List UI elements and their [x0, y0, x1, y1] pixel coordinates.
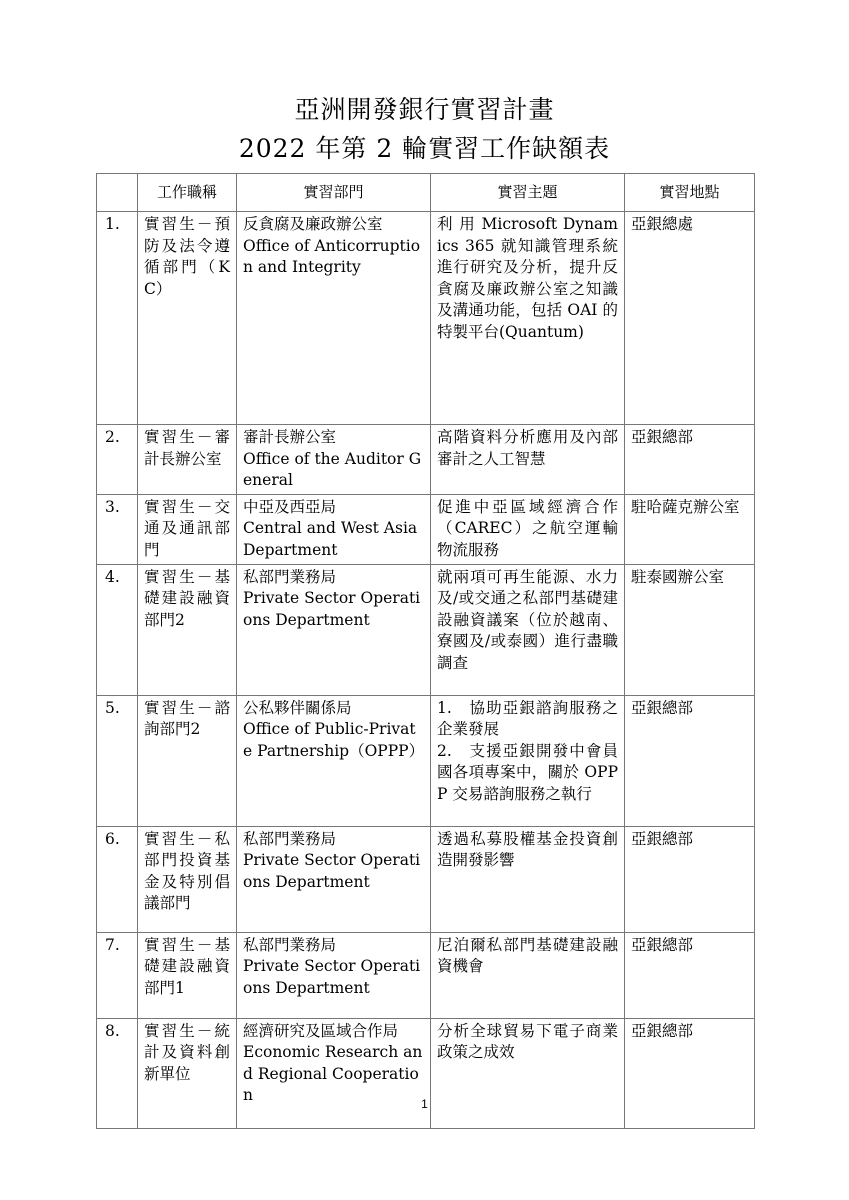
vacancy-table — [96, 173, 755, 1129]
department — [237, 494, 431, 564]
table-row — [97, 826, 755, 932]
department — [237, 932, 431, 1018]
table-row — [97, 1018, 755, 1128]
topic: 分析全球貿易下電子商業政策之成效 — [431, 1018, 625, 1128]
topic: 就兩項可再生能源、水力及/或交通之私部門基礎建設融資議案（位於越南、寮國及/或泰國）進行盡職調查 — [431, 564, 625, 695]
document-subtitle: 2022 年第 2 輪實習工作缺額表 — [238, 134, 611, 163]
table-row — [97, 932, 755, 1018]
department-en: Office of Public-Private Partnership（OPPP） — [243, 720, 425, 760]
job-title: 實習生－交通及通訊部門 — [138, 494, 237, 564]
row-number: 1. — [97, 212, 138, 425]
row-number: 6. — [97, 826, 138, 932]
job-title: 實習生－私部門投資基金及特別倡議部門 — [138, 826, 237, 932]
department-zh: 私部門業務局 — [243, 829, 337, 848]
job-title: 實習生－預防及法令遵循部門（KC） — [138, 212, 237, 425]
location: 亞銀總部 — [625, 932, 755, 1018]
department — [237, 212, 431, 425]
row-number: 4. — [97, 564, 138, 695]
header-topic: 實習主題 — [431, 174, 625, 212]
department-zh: 私部門業務局 — [243, 567, 337, 586]
topic — [431, 695, 625, 826]
header-number — [97, 174, 138, 212]
table-row — [97, 695, 755, 826]
header-location: 實習地點 — [625, 174, 755, 212]
location: 亞銀總部 — [625, 695, 755, 826]
row-number: 5. — [97, 695, 138, 826]
department-zh: 經濟研究及區域合作局 — [243, 1021, 399, 1040]
location: 駐哈薩克辦公室 — [625, 494, 755, 564]
topic: 利 用 Microsoft Dynamics 365 就知識管理系統進行研究及分析，提升反貪腐及廉政辦公室之知識及溝通功能，包括 OAI 的特製平台(Quantum) — [431, 212, 625, 425]
location: 亞銀總部 — [625, 826, 755, 932]
location: 亞銀總部 — [625, 1018, 755, 1128]
topic-item: 1. 協助亞銀諮詢服務之企業發展 — [437, 698, 618, 739]
row-number: 3. — [97, 494, 138, 564]
location: 駐泰國辦公室 — [625, 564, 755, 695]
department-en: Private Sector Operations Department — [243, 589, 421, 629]
table-row — [97, 425, 755, 495]
header-job-title: 工作職稱 — [138, 174, 237, 212]
department-zh: 公私夥伴關係局 — [243, 698, 352, 717]
topic-item: 2. 支援亞銀開發中會員國各項專案中，關於 OPPP 交易諮詢服務之執行 — [437, 741, 618, 803]
job-title: 實習生－基礎建設融資部門1 — [138, 932, 237, 1018]
row-number: 2. — [97, 425, 138, 495]
header-department: 實習部門 — [237, 174, 431, 212]
department-zh: 私部門業務局 — [243, 935, 337, 954]
job-title: 實習生－基礎建設融資部門2 — [138, 564, 237, 695]
row-number: 8. — [97, 1018, 138, 1128]
department — [237, 425, 431, 495]
department — [237, 826, 431, 932]
department-en: Private Sector Operations Department — [243, 851, 421, 891]
department-en: Office of the Auditor General — [243, 449, 422, 490]
page-number: 1 — [421, 1097, 428, 1111]
department-en: Office of Anticorruption and Integrity — [243, 236, 421, 277]
job-title: 實習生－統計及資料創新單位 — [138, 1018, 237, 1128]
job-title: 實習生－諮詢部門2 — [138, 695, 237, 826]
department — [237, 564, 431, 695]
department-en: Economic Research and Regional Cooperation — [243, 1043, 423, 1105]
topic: 促進中亞區域經濟合作（CAREC）之航空運輸物流服務 — [431, 494, 625, 564]
topic: 透過私募股權基金投資創造開發影響 — [431, 826, 625, 932]
table-row — [97, 564, 755, 695]
location: 亞銀總部 — [625, 425, 755, 495]
department-zh: 審計長辦公室 — [243, 428, 337, 446]
department-en: Central and West Asia Department — [243, 519, 418, 559]
department-zh: 反貪腐及廉政辦公室 — [243, 215, 383, 233]
department-zh: 中亞及西亞局 — [243, 497, 337, 516]
topic: 尼泊爾私部門基礎建設融資機會 — [431, 932, 625, 1018]
department — [237, 695, 431, 826]
topic: 高階資料分析應用及內部審計之人工智慧 — [431, 425, 625, 495]
document-title: 亞洲開發銀行實習計畫 — [294, 95, 555, 124]
row-number: 7. — [97, 932, 138, 1018]
job-title: 實習生－審計長辦公室 — [138, 425, 237, 495]
table-row — [97, 494, 755, 564]
department — [237, 1018, 431, 1128]
table-row — [97, 212, 755, 425]
department-en: Private Sector Operations Department — [243, 957, 421, 997]
location: 亞銀總處 — [625, 212, 755, 425]
table-header-row — [97, 174, 755, 212]
